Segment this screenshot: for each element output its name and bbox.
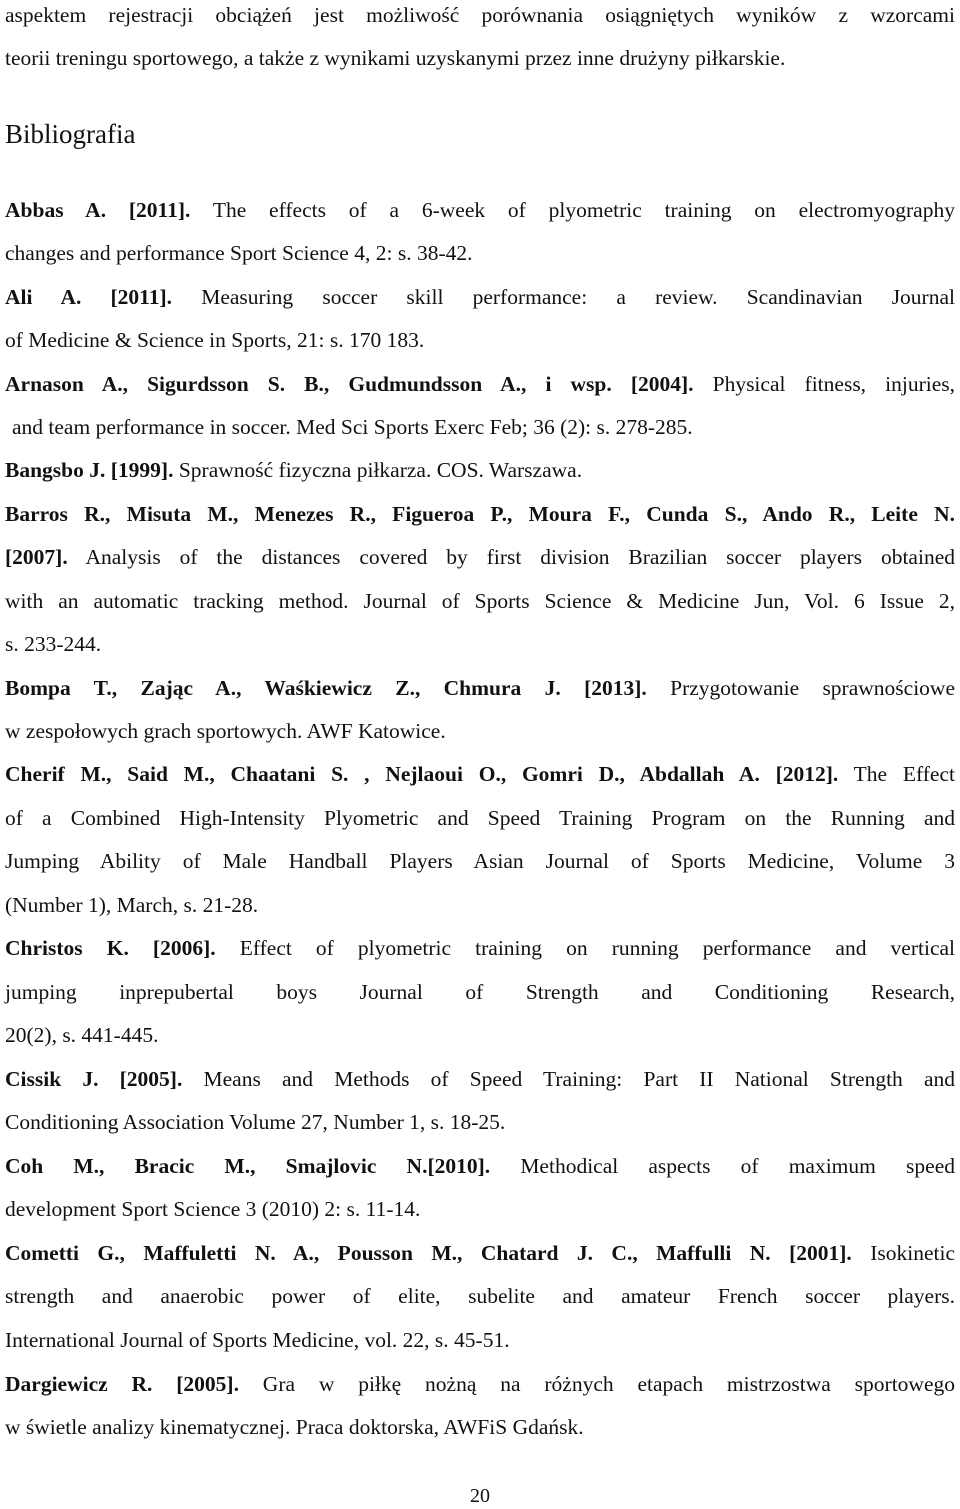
- reference-line: Jumping Ability of Male Handball Players Asian Journal of Sports Medicine, Volume 3: [5, 849, 955, 873]
- reference-authors: Bompa T., Zając A., Waśkiewicz Z., Chmura J. [2013].: [5, 676, 647, 700]
- reference-text: Effect of plyometric training on running performance and vertical: [239, 936, 955, 960]
- reference-line: [5, 542, 955, 572]
- reference-authors: Coh M., Bracic M., Smajlovic N.[2010].: [5, 1154, 491, 1178]
- reference-line: changes and performance Sport Science 4, 2: s. 38-42.: [5, 241, 473, 265]
- reference-line: [5, 1238, 955, 1268]
- reference-text: Means and Methods of Speed Training: Part II National Strength and: [203, 1067, 956, 1091]
- reference-line: [5, 1064, 955, 1094]
- reference-authors: Christos K. [2006].: [5, 936, 216, 960]
- reference-line: development Sport Science 3 (2010) 2: s. 11-14.: [5, 1197, 421, 1221]
- reference-authors: [2007].: [5, 545, 68, 569]
- reference-text: The Effect: [853, 762, 955, 786]
- intro-line-2: teorii treningu sportowego, a także z wynikami uzyskanymi przez inne drużyny piłkarskie.: [5, 46, 786, 70]
- reference-authors: Bangsbo J. [1999].: [5, 458, 174, 482]
- reference-authors: Abbas A. [2011].: [5, 198, 191, 222]
- reference-line: [5, 673, 955, 703]
- reference-line: of a Combined High-Intensity Plyometric and Speed Training Program on the Running and: [5, 806, 955, 830]
- reference-line: and team performance in soccer. Med Sci Sports Exerc Feb; 36 (2): s. 278-285.: [12, 415, 693, 439]
- reference-line: International Journal of Sports Medicine, vol. 22, s. 45-51.: [5, 1328, 510, 1352]
- reference-line: [5, 759, 955, 789]
- reference-line: [5, 933, 955, 963]
- reference-line: jumping inprepubertal boys Journal of Strength and Conditioning Research,: [5, 980, 955, 1004]
- reference-text: The effects of a 6-week of plyometric training on electromyography: [212, 198, 955, 222]
- reference-text: Analysis of the distances covered by first division Brazilian soccer players obtained: [85, 545, 955, 569]
- reference-authors: Cissik J. [2005].: [5, 1067, 183, 1091]
- reference-line: [5, 455, 955, 485]
- reference-authors: Ali A. [2011].: [5, 285, 173, 309]
- reference-authors: Barros R., Misuta M., Menezes R., Figueroa P., Moura F., Cunda S., Ando R., Leite N.: [5, 502, 955, 526]
- reference-text: Sprawność fizyczna piłkarza. COS. Warszawa.: [178, 458, 583, 482]
- page-number: 20: [470, 1485, 490, 1507]
- reference-text: Gra w piłkę nożną na różnych etapach mistrzostwa sportowego: [262, 1372, 955, 1396]
- reference-line: [5, 282, 955, 312]
- reference-authors: Cherif M., Said M., Chaatani S. , Nejlaoui O., Gomri D., Abdallah A. [2012].: [5, 762, 839, 786]
- reference-authors: Cometti G., Maffuletti N. A., Pousson M., Chatard J. C., Maffulli N. [2001].: [5, 1241, 852, 1265]
- reference-text: Methodical aspects of maximum speed: [520, 1154, 955, 1178]
- reference-line: [5, 1369, 955, 1399]
- reference-text: Isokinetic: [870, 1241, 956, 1265]
- reference-authors: Dargiewicz R. [2005].: [5, 1372, 239, 1396]
- section-heading: Bibliografia: [5, 119, 136, 149]
- reference-text: Measuring soccer skill performance: a review. Scandinavian Journal: [201, 285, 955, 309]
- reference-line: w zespołowych grach sportowych. AWF Katowice.: [5, 719, 446, 743]
- reference-authors: Arnason A., Sigurdsson S. B., Gudmundsson A., i wsp. [2004].: [5, 372, 694, 396]
- reference-line: [5, 1151, 955, 1181]
- reference-line: w świetle analizy kinematycznej. Praca doktorska, AWFiS Gdańsk.: [5, 1415, 584, 1439]
- reference-text: Physical fitness, injuries,: [712, 372, 955, 396]
- reference-line: (Number 1), March, s. 21-28.: [5, 893, 259, 917]
- reference-line: strength and anaerobic power of elite, subelite and amateur French soccer players.: [5, 1284, 955, 1308]
- reference-line: [5, 499, 955, 529]
- reference-line: s. 233-244.: [5, 632, 102, 656]
- reference-line: of Medicine & Science in Sports, 21: s. 170 183.: [5, 328, 425, 352]
- reference-line: 20(2), s. 441-445.: [5, 1023, 159, 1047]
- reference-line: [5, 369, 955, 399]
- reference-line: Conditioning Association Volume 27, Number 1, s. 18-25.: [5, 1110, 506, 1134]
- reference-text: Przygotowanie sprawnościowe: [670, 676, 955, 700]
- reference-line: [5, 195, 955, 225]
- reference-line: with an automatic tracking method. Journal of Sports Science & Medicine Jun, Vol. 6 Issue 2,: [5, 589, 955, 613]
- intro-line-1: aspektem rejestracji obciążeń jest możliwość porównania osiągniętych wyników z wzorcami: [5, 3, 955, 27]
